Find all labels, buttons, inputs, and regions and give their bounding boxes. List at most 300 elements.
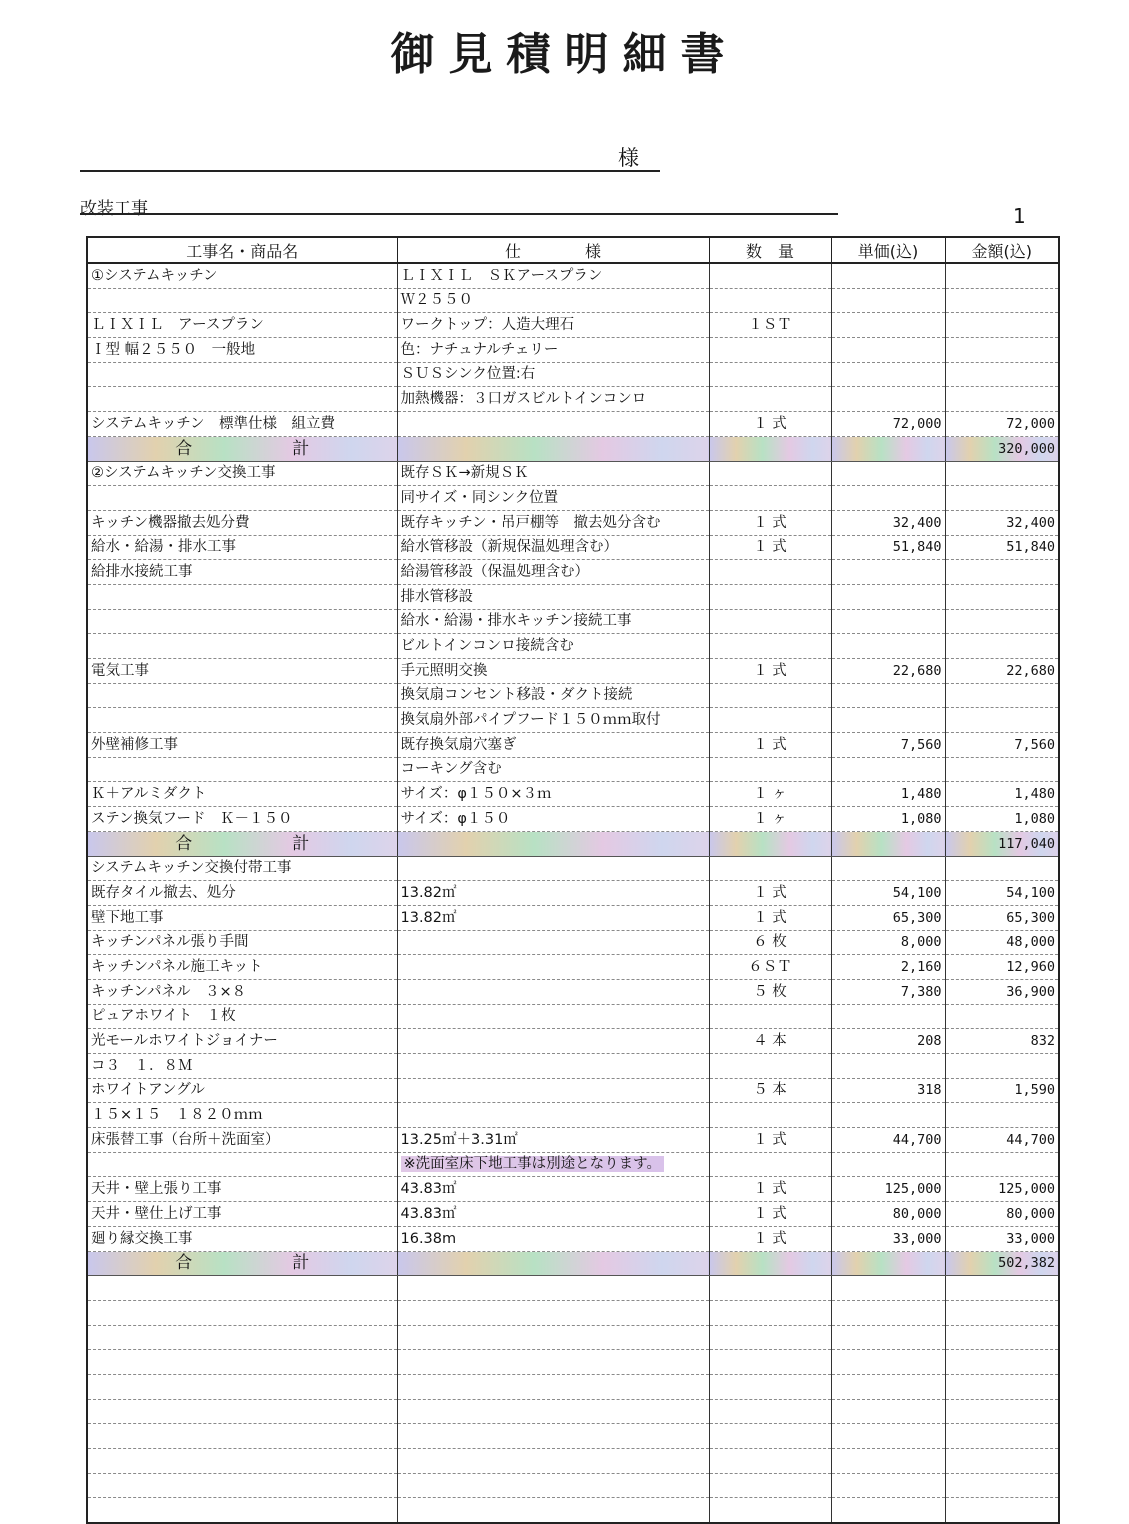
quantity-cell: １ ヶ	[709, 807, 831, 832]
subtotal-label-part: 計	[292, 438, 310, 459]
table-row	[87, 1276, 1059, 1301]
unit-price-cell	[831, 1004, 945, 1029]
unit-price-cell: 72,000	[831, 412, 945, 437]
unit-price-cell	[831, 560, 945, 585]
table-row	[87, 1202, 1059, 1227]
spec-cell: サイズ：φ１５０	[397, 807, 709, 832]
table-row	[87, 1399, 1059, 1424]
amount-cell: 832	[945, 1029, 1059, 1054]
amount-cell: 33,000	[945, 1226, 1059, 1251]
item-cell: ホワイトアングル	[87, 1078, 397, 1103]
table-row	[87, 313, 1059, 338]
subtotal-label-part: 合	[175, 438, 193, 459]
amount-cell	[945, 856, 1059, 881]
amount-cell: 7,560	[945, 733, 1059, 758]
item-cell: ステン換気フード Ｋ－１５０	[87, 807, 397, 832]
amount-cell	[945, 1374, 1059, 1399]
spec-cell: 手元照明交換	[397, 659, 709, 684]
item-cell	[87, 1152, 397, 1177]
amount-cell	[945, 1498, 1059, 1523]
spec-cell	[397, 1374, 709, 1399]
table-row	[87, 1473, 1059, 1498]
unit-price-cell	[831, 634, 945, 659]
header-amount: 金額(込)	[945, 237, 1059, 263]
item-cell	[87, 1374, 397, 1399]
subtotal-label	[87, 831, 397, 856]
table-row	[87, 560, 1059, 585]
table-row	[87, 584, 1059, 609]
spec-cell	[397, 1300, 709, 1325]
spec-cell: 43.83㎡	[397, 1202, 709, 1227]
table-row	[87, 856, 1059, 881]
item-cell	[87, 1325, 397, 1350]
amount-cell	[945, 1449, 1059, 1474]
amount-cell	[945, 1424, 1059, 1449]
highlighted-note: ※洗面室床下地工事は別途となります。	[401, 1156, 665, 1172]
customer-suffix: 様	[618, 146, 639, 170]
quantity-cell	[709, 1251, 831, 1276]
table-row	[87, 263, 1059, 288]
spec-cell: 既存ＳＫ→新規ＳＫ	[397, 461, 709, 486]
table-row	[87, 807, 1059, 832]
table-row	[87, 362, 1059, 387]
quantity-cell	[709, 1350, 831, 1375]
spec-cell	[397, 436, 709, 461]
spec-cell	[397, 1350, 709, 1375]
quantity-cell	[709, 1152, 831, 1177]
table-header-row	[87, 237, 1059, 263]
unit-price-cell: 22,680	[831, 659, 945, 684]
table-row	[87, 1004, 1059, 1029]
unit-price-cell: 44,700	[831, 1128, 945, 1153]
amount-cell	[945, 1300, 1059, 1325]
item-cell	[87, 634, 397, 659]
spec-cell	[397, 1276, 709, 1301]
amount-cell: 72,000	[945, 412, 1059, 437]
quantity-cell	[709, 1449, 831, 1474]
unit-price-cell: 318	[831, 1078, 945, 1103]
unit-price-cell	[831, 1374, 945, 1399]
quantity-cell	[709, 461, 831, 486]
item-cell: ＬＩＸＩＬ アースプラン	[87, 313, 397, 338]
quantity-cell: １ 式	[709, 1226, 831, 1251]
quantity-cell	[709, 609, 831, 634]
unit-price-cell	[831, 436, 945, 461]
spec-cell: 同サイズ・同シンク位置	[397, 486, 709, 511]
spec-cell: ＬＩＸＩＬ ＳＫアースプラン	[397, 263, 709, 288]
spec-cell: 既存キッチン・吊戸棚等 撤去処分含む	[397, 510, 709, 535]
amount-cell: 65,300	[945, 905, 1059, 930]
table-row	[87, 1325, 1059, 1350]
item-cell	[87, 1424, 397, 1449]
amount-cell: 36,900	[945, 979, 1059, 1004]
item-cell	[87, 609, 397, 634]
table-row	[87, 782, 1059, 807]
item-cell: システムキッチン 標準仕様 組立費	[87, 412, 397, 437]
quantity-cell: １ＳＴ	[709, 313, 831, 338]
amount-cell	[945, 1473, 1059, 1498]
amount-cell	[945, 1054, 1059, 1079]
quantity-cell	[709, 1276, 831, 1301]
spec-cell	[397, 1424, 709, 1449]
subtotal-row	[87, 831, 1059, 856]
spec-cell	[397, 1399, 709, 1424]
quantity-cell: ６ 枚	[709, 930, 831, 955]
spec-cell	[397, 1449, 709, 1474]
amount-cell	[945, 1004, 1059, 1029]
item-cell: 床張替工事（台所＋洗面室）	[87, 1128, 397, 1153]
amount-cell: 51,840	[945, 535, 1059, 560]
redacted-unit-price	[831, 313, 945, 338]
item-cell: 天井・壁仕上げ工事	[87, 1202, 397, 1227]
item-cell	[87, 757, 397, 782]
subtotal-label-part: 計	[292, 1253, 310, 1274]
spec-cell	[397, 1029, 709, 1054]
quantity-cell	[709, 634, 831, 659]
unit-price-cell	[831, 584, 945, 609]
amount-cell: 48,000	[945, 930, 1059, 955]
table-row	[87, 1152, 1059, 1177]
unit-price-cell: 54,100	[831, 881, 945, 906]
estimate-table-container	[86, 236, 1060, 1524]
spec-cell	[397, 1078, 709, 1103]
table-row	[87, 659, 1059, 684]
table-body	[87, 263, 1059, 1523]
quantity-cell	[709, 1300, 831, 1325]
item-cell	[87, 1449, 397, 1474]
subtotal-label-part: 合	[175, 1253, 193, 1274]
table-row	[87, 510, 1059, 535]
table-row	[87, 1374, 1059, 1399]
amount-cell	[945, 1325, 1059, 1350]
spec-cell: 給水・給湯・排水キッチン接続工事	[397, 609, 709, 634]
item-cell	[87, 1300, 397, 1325]
amount-cell	[945, 560, 1059, 585]
subtotal-row	[87, 436, 1059, 461]
item-cell	[87, 1350, 397, 1375]
item-cell: 給水・給湯・排水工事	[87, 535, 397, 560]
table-row	[87, 288, 1059, 313]
amount-cell	[945, 338, 1059, 363]
item-cell	[87, 288, 397, 313]
table-row	[87, 979, 1059, 1004]
quantity-cell: １ 式	[709, 535, 831, 560]
unit-price-cell	[831, 461, 945, 486]
amount-cell	[945, 757, 1059, 782]
table-row	[87, 881, 1059, 906]
spec-cell	[397, 1473, 709, 1498]
table-row	[87, 461, 1059, 486]
subtotal-label	[87, 1251, 397, 1276]
quantity-cell	[709, 708, 831, 733]
quantity-cell	[709, 288, 831, 313]
unit-price-cell: 7,380	[831, 979, 945, 1004]
item-cell	[87, 708, 397, 733]
amount-cell	[945, 708, 1059, 733]
subtotal-label	[87, 436, 397, 461]
item-cell: コ３ １．８Ｍ	[87, 1054, 397, 1079]
amount-cell	[945, 387, 1059, 412]
unit-price-cell	[831, 1325, 945, 1350]
quantity-cell: ６ＳＴ	[709, 955, 831, 980]
spec-cell: 給水管移設（新規保温処理含む）	[397, 535, 709, 560]
amount-cell: 54,100	[945, 881, 1059, 906]
item-cell: キッチン機器撤去処分費	[87, 510, 397, 535]
header-item: 工事名・商品名	[87, 237, 397, 263]
unit-price-cell	[831, 1054, 945, 1079]
quantity-cell	[709, 1103, 831, 1128]
spec-cell	[397, 1152, 709, 1177]
quantity-cell	[709, 560, 831, 585]
item-cell	[87, 1498, 397, 1523]
unit-price-cell	[831, 1350, 945, 1375]
spec-cell: サイズ：φ１５０×３ｍ	[397, 782, 709, 807]
unit-price-cell	[831, 708, 945, 733]
amount-cell: 32,400	[945, 510, 1059, 535]
spec-cell: 給湯管移設（保温処理含む）	[397, 560, 709, 585]
quantity-cell: ５ 本	[709, 1078, 831, 1103]
unit-price-cell: 2,160	[831, 955, 945, 980]
table-row	[87, 412, 1059, 437]
amount-cell	[945, 1152, 1059, 1177]
unit-price-cell: 125,000	[831, 1177, 945, 1202]
quantity-cell	[709, 263, 831, 288]
item-cell: 既存タイル撤去、処分	[87, 881, 397, 906]
quantity-cell	[709, 338, 831, 363]
amount-cell	[945, 362, 1059, 387]
unit-price-cell	[831, 1498, 945, 1523]
table-row	[87, 486, 1059, 511]
subtotal-amount: 117,040	[945, 831, 1059, 856]
spec-cell	[397, 1325, 709, 1350]
spec-cell	[397, 831, 709, 856]
table-row	[87, 930, 1059, 955]
amount-cell: 125,000	[945, 1177, 1059, 1202]
spec-cell: 色：ナチュナルチェリー	[397, 338, 709, 363]
table-row	[87, 609, 1059, 634]
item-cell	[87, 584, 397, 609]
unit-price-cell	[831, 1251, 945, 1276]
table-row	[87, 1029, 1059, 1054]
amount-cell	[945, 1103, 1059, 1128]
amount-cell	[945, 288, 1059, 313]
page-number: 1	[1013, 204, 1026, 228]
item-cell: キッチンパネル ３×８	[87, 979, 397, 1004]
unit-price-cell	[831, 1300, 945, 1325]
table-row	[87, 634, 1059, 659]
quantity-cell	[709, 362, 831, 387]
item-cell	[87, 486, 397, 511]
spec-cell	[397, 930, 709, 955]
table-row	[87, 1177, 1059, 1202]
spec-cell: 既存換気扇穴塞ぎ	[397, 733, 709, 758]
unit-price-cell: 208	[831, 1029, 945, 1054]
subtotal-label-part: 計	[292, 833, 310, 854]
table-row	[87, 535, 1059, 560]
item-cell: 天井・壁上張り工事	[87, 1177, 397, 1202]
quantity-cell	[709, 1325, 831, 1350]
unit-price-cell: 32,400	[831, 510, 945, 535]
spec-cell: 13.25㎡＋3.31㎡	[397, 1128, 709, 1153]
item-cell	[87, 1399, 397, 1424]
amount-cell	[945, 1276, 1059, 1301]
quantity-cell	[709, 856, 831, 881]
item-cell: Ｋ＋アルミダクト	[87, 782, 397, 807]
spec-cell: 換気扇コンセント移設・ダクト接続	[397, 683, 709, 708]
unit-price-cell: 7,560	[831, 733, 945, 758]
table-row	[87, 1498, 1059, 1523]
quantity-cell	[709, 1473, 831, 1498]
spec-cell: 43.83㎡	[397, 1177, 709, 1202]
amount-cell	[945, 634, 1059, 659]
quantity-cell: １ 式	[709, 733, 831, 758]
spec-cell	[397, 979, 709, 1004]
spec-cell: 16.38m	[397, 1226, 709, 1251]
table-row	[87, 1449, 1059, 1474]
unit-price-cell	[831, 757, 945, 782]
table-row	[87, 387, 1059, 412]
spec-cell: 13.82㎡	[397, 881, 709, 906]
quantity-cell: １ 式	[709, 1177, 831, 1202]
unit-price-cell	[831, 486, 945, 511]
quantity-cell	[709, 1374, 831, 1399]
item-cell	[87, 1473, 397, 1498]
table-row	[87, 1078, 1059, 1103]
item-cell: 給排水接続工事	[87, 560, 397, 585]
amount-cell: 1,080	[945, 807, 1059, 832]
item-cell: 外壁補修工事	[87, 733, 397, 758]
quantity-cell	[709, 1424, 831, 1449]
spec-cell	[397, 856, 709, 881]
unit-price-cell: 51,840	[831, 535, 945, 560]
item-cell: １５×１５ １８２０ｍｍ	[87, 1103, 397, 1128]
unit-price-cell	[831, 1399, 945, 1424]
unit-price-cell	[831, 856, 945, 881]
unit-price-cell	[831, 338, 945, 363]
spec-cell	[397, 1498, 709, 1523]
unit-price-cell: 8,000	[831, 930, 945, 955]
item-cell: 廻り縁交換工事	[87, 1226, 397, 1251]
header-unit-price: 単価(込)	[831, 237, 945, 263]
amount-cell	[945, 486, 1059, 511]
amount-cell: 22,680	[945, 659, 1059, 684]
quantity-cell	[709, 1399, 831, 1424]
table-row	[87, 955, 1059, 980]
unit-price-cell	[831, 1473, 945, 1498]
table-row	[87, 1128, 1059, 1153]
table-row	[87, 708, 1059, 733]
quantity-cell	[709, 757, 831, 782]
spec-cell: ビルトインコンロ接続含む	[397, 634, 709, 659]
table-row	[87, 683, 1059, 708]
spec-cell: 13.82㎡	[397, 905, 709, 930]
item-cell: ピュアホワイト １枚	[87, 1004, 397, 1029]
quantity-cell	[709, 1498, 831, 1523]
table-row	[87, 1300, 1059, 1325]
table-row	[87, 905, 1059, 930]
spec-cell: ワークトップ：人造大理石	[397, 313, 709, 338]
quantity-cell	[709, 831, 831, 856]
item-cell: キッチンパネル張り手間	[87, 930, 397, 955]
project-name: 改装工事	[80, 199, 148, 219]
spec-cell	[397, 1054, 709, 1079]
subtotal-amount: 320,000	[945, 436, 1059, 461]
spec-cell	[397, 1251, 709, 1276]
table-row	[87, 1103, 1059, 1128]
item-cell: キッチンパネル施工キット	[87, 955, 397, 980]
quantity-cell	[709, 683, 831, 708]
quantity-cell	[709, 436, 831, 461]
amount-cell	[945, 263, 1059, 288]
project-name-line	[80, 213, 838, 215]
spec-cell	[397, 1004, 709, 1029]
spec-cell: 排水管移設	[397, 584, 709, 609]
unit-price-cell	[831, 683, 945, 708]
item-cell: 光モールホワイトジョイナー	[87, 1029, 397, 1054]
amount-cell: 44,700	[945, 1128, 1059, 1153]
subtotal-row	[87, 1251, 1059, 1276]
amount-cell	[945, 1350, 1059, 1375]
unit-price-cell	[831, 1103, 945, 1128]
amount-cell	[945, 683, 1059, 708]
unit-price-cell	[831, 387, 945, 412]
item-cell: Ｉ型 幅２５５０ 一般地	[87, 338, 397, 363]
amount-cell: 1,590	[945, 1078, 1059, 1103]
spec-cell: ＳＵＳシンク位置:右	[397, 362, 709, 387]
item-cell: システムキッチン交換付帯工事	[87, 856, 397, 881]
amount-cell	[945, 609, 1059, 634]
item-cell	[87, 362, 397, 387]
unit-price-cell	[831, 831, 945, 856]
unit-price-cell	[831, 263, 945, 288]
unit-price-cell: 80,000	[831, 1202, 945, 1227]
table-row	[87, 338, 1059, 363]
quantity-cell: １ 式	[709, 1202, 831, 1227]
estimate-table	[86, 236, 1060, 1524]
amount-cell: 1,480	[945, 782, 1059, 807]
table-row	[87, 733, 1059, 758]
unit-price-cell	[831, 1276, 945, 1301]
quantity-cell: ５ 枚	[709, 979, 831, 1004]
unit-price-cell	[831, 609, 945, 634]
item-cell: ②システムキッチン交換工事	[87, 461, 397, 486]
unit-price-cell	[831, 362, 945, 387]
quantity-cell: １ 式	[709, 1128, 831, 1153]
item-cell	[87, 387, 397, 412]
quantity-cell	[709, 486, 831, 511]
item-cell: ①システムキッチン	[87, 263, 397, 288]
quantity-cell	[709, 387, 831, 412]
redacted-customer-name	[268, 140, 403, 170]
amount-cell	[945, 1399, 1059, 1424]
table-row	[87, 1226, 1059, 1251]
subtotal-amount: 502,382	[945, 1251, 1059, 1276]
amount-cell: 12,960	[945, 955, 1059, 980]
unit-price-cell	[831, 1424, 945, 1449]
item-cell: 壁下地工事	[87, 905, 397, 930]
redacted-amount	[945, 313, 1059, 338]
unit-price-cell: 65,300	[831, 905, 945, 930]
quantity-cell	[709, 1004, 831, 1029]
quantity-cell: １ 式	[709, 881, 831, 906]
quantity-cell: １ 式	[709, 510, 831, 535]
unit-price-cell: 33,000	[831, 1226, 945, 1251]
unit-price-cell	[831, 288, 945, 313]
document-title: 御見積明細書	[390, 29, 739, 80]
header-quantity: 数 量	[709, 237, 831, 263]
spec-cell: 加熱機器：３口ガスビルトインコンロ	[397, 387, 709, 412]
unit-price-cell: 1,480	[831, 782, 945, 807]
